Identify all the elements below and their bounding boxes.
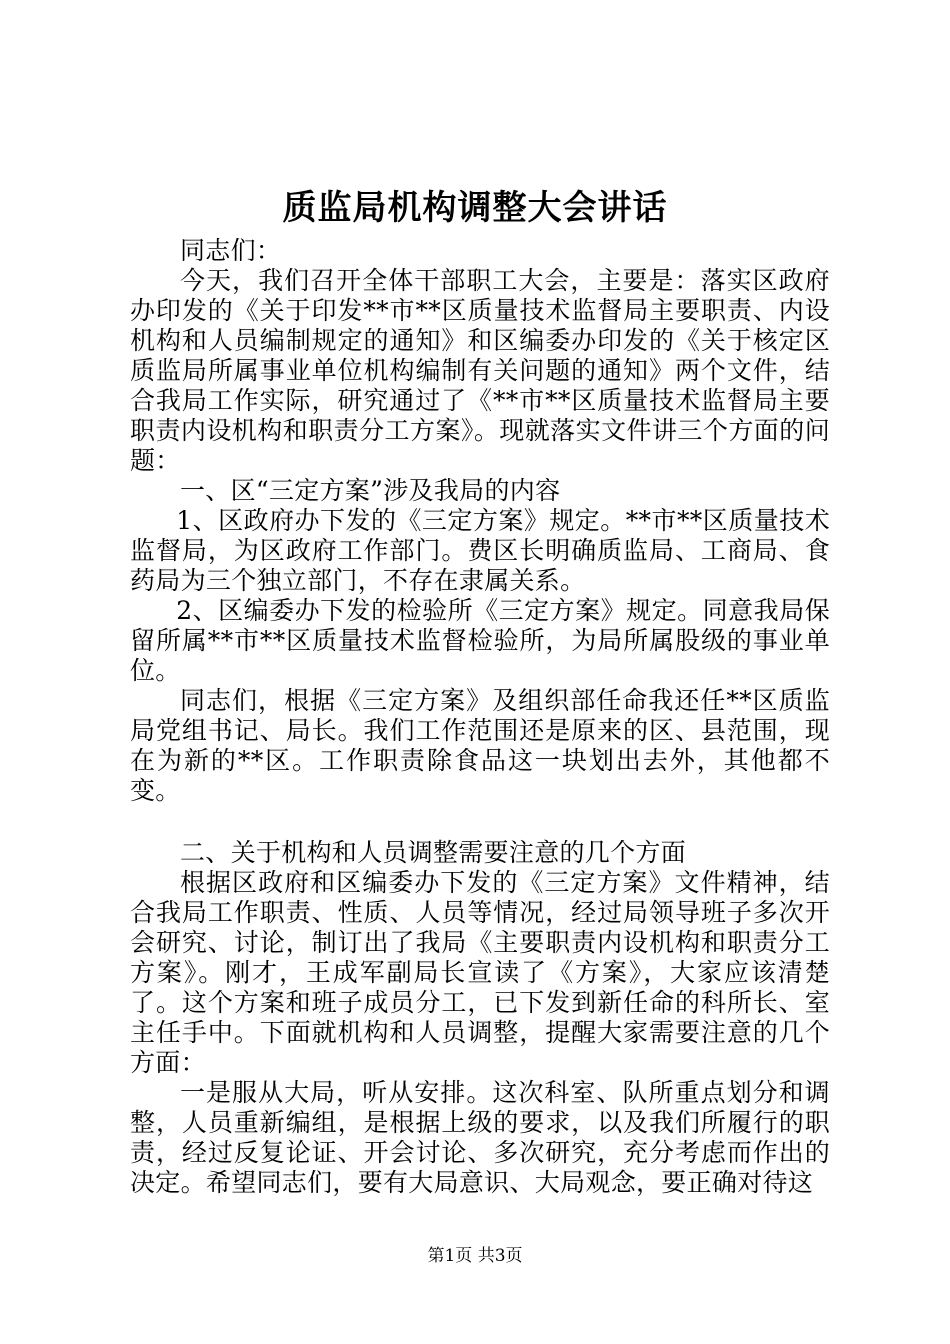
body-paragraph: 一是服从大局，听从安排。这次科室、队所重点划分和调整，人员重新编组，是根据上级的要求，以及我们所履行的职责，经过反复论证、开会讨论、多次研究，充分考虑而作出的决定。希望同志们，要有大局意识、大局观念，要正确对待这 (130, 1078, 830, 1197)
page-number-footer: 第1页 共3页 (427, 1246, 523, 1266)
body-paragraph: 同志们，根据《三定方案》及组织部任命我还任**区质监局党组书记、局长。我们工作范围还是原来的区、县范围，现在为新的**区。工作职责除食品这一块划出去外，其他都不变。 (130, 686, 830, 805)
section-heading-1: 一、区“三定方案”涉及我局的内容 (180, 476, 561, 505)
salutation-paragraph: 同志们： (180, 236, 282, 265)
body-paragraph: 根据区政府和区编委办下发的《三定方案》文件精神，结合我局工作职责、性质、人员等情况，经过局领导班子多次开会研究、讨论，制订出了我局《主要职责内设机构和职责分工方案》。刚才，王成军副局长宣读了《方案》，大家应该清楚了。这个方案和班子成员分工，已下发到新任命的科所长、室主任手中。下面就机构和人员调整，提醒大家需要注意的几个方面： (130, 868, 830, 1077)
document-title: 质监局机构调整大会讲话 (282, 188, 668, 228)
document-body (130, 236, 830, 1198)
intro-paragraph: 今天，我们召开全体干部职工大会，主要是：落实区政府办印发的《关于印发**市**区质量技术监督局主要职责、内设机构和人员编制规定的通知》和区编委办印发的《关于核定区质监局所属事业单位机构编制有关问题的通知》两个文件，结合我局工作实际，研究通过了《**市**区质量技术监督局主要职责内设机构和职责分工方案》。现就落实文件讲三个方面的问题： (130, 266, 830, 475)
body-paragraph-item-2: 2、区编委办下发的检验所《三定方案》规定。同意我局保留所属**市**区质量技术监督检验所，为局所属股级的事业单位。 (130, 596, 830, 685)
section-heading-2: 二、关于机构和人员调整需要注意的几个方面 (180, 838, 687, 867)
body-paragraph-item-1: 1、区政府办下发的《三定方案》规定。**市**区质量技术监督局，为区政府工作部门。费区长明确质监局、工商局、食药局为三个独立部门，不存在隶属关系。 (130, 506, 830, 595)
